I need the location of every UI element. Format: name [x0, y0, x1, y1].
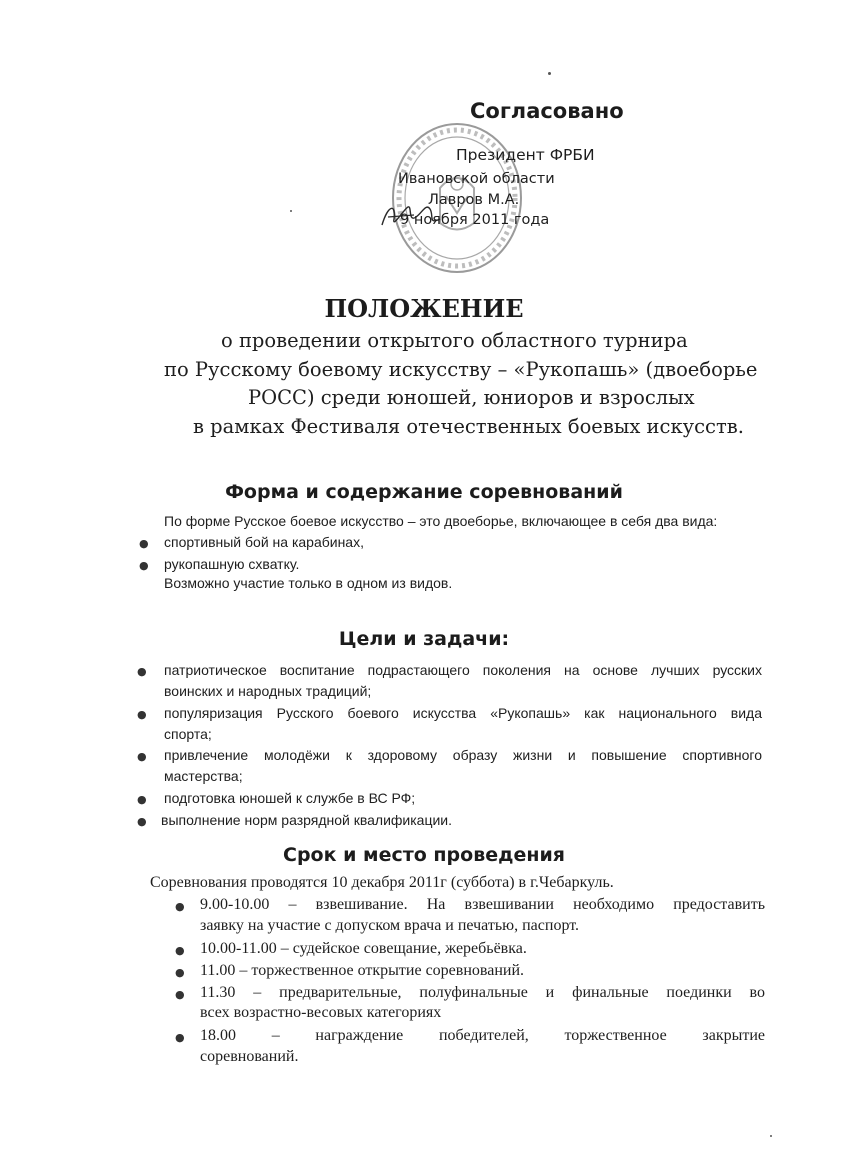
schedule-item-line: 9.00-10.00 – взвешивание. На взвешивании необходимо предоставить	[200, 896, 765, 913]
subtitle-line: в рамках Фестиваля отечественных боевых искусств.	[193, 415, 744, 438]
schedule-item-line: 11.00 – торжественное открытие соревнований.	[200, 962, 525, 979]
bullet-icon: ●	[175, 1031, 185, 1044]
bullet-icon: ●	[137, 750, 147, 763]
form-note: Возможно участие только в одном из видов.	[164, 575, 453, 591]
schedule-item-line: 18.00 – награждение победителей, торжественное закрытие	[200, 1027, 765, 1044]
scan-speck	[290, 210, 292, 212]
form-item: рукопашную схватку.	[164, 556, 300, 572]
scan-speck	[548, 72, 551, 75]
schedule-item-line: заявку на участие с допуском врача и печатью, паспорт.	[200, 917, 580, 934]
bullet-icon: ●	[175, 988, 185, 1001]
bullet-icon: ●	[139, 559, 149, 572]
schedule-item-line: 11.30 – предварительные, полуфинальные и финальные поединки во	[200, 984, 765, 1001]
form-item: спортивный бой на карабинах,	[164, 534, 364, 550]
bullet-icon: ●	[137, 708, 147, 721]
schedule-item-line: 10.00-11.00 – судейское совещание, жеребьёвка.	[200, 940, 527, 957]
goal-item-line: мастерства;	[164, 768, 243, 784]
goal-item-line: популяризация Русского боевого искусства «Рукопашь» как национального вида	[164, 705, 762, 721]
approval-title: Согласовано	[470, 99, 624, 123]
schedule-intro: Соревнования проводятся 10 декабря 2011г (суббота) в г.Чебаркуль.	[150, 874, 614, 891]
approval-region: Ивановской области	[398, 171, 555, 187]
goal-item-line: спорта;	[164, 726, 212, 742]
goal-item-line: патриотическое воспитание подрастающего поколения на основе лучших русских	[164, 662, 762, 678]
scan-speck	[770, 1135, 772, 1137]
schedule-item-line: всех возрастно-весовых категориях	[200, 1004, 442, 1021]
bullet-icon: ●	[137, 793, 147, 806]
goal-item-line: воинских и народных традиций;	[164, 683, 372, 699]
section-heading-schedule: Срок и место проведения	[283, 844, 565, 866]
schedule-item-line: соревнований.	[200, 1048, 299, 1065]
bullet-icon: ●	[137, 815, 147, 828]
bullet-icon: ●	[175, 944, 185, 957]
approval-name: Лавров М.А.	[428, 192, 520, 208]
bullet-icon: ●	[175, 900, 185, 913]
form-intro: По форме Русское боевое искусство – это двоеборье, включающее в себя два вида:	[164, 513, 718, 529]
approval-position: Президент ФРБИ	[456, 146, 595, 164]
subtitle-line: о проведении открытого областного турнира	[221, 329, 688, 352]
subtitle-line: по Русскому боевому искусству – «Рукопашь» (двоеборье	[164, 358, 758, 381]
subtitle-line: РОСС) среди юношей, юниоров и взрослых	[248, 386, 695, 409]
document-title: ПОЛОЖЕНИЕ	[324, 294, 524, 323]
goal-item-line: подготовка юношей к службе в ВС РФ;	[164, 790, 416, 806]
section-heading-form: Форма и содержание соревнований	[225, 481, 623, 503]
section-heading-goals: Цели и задачи:	[338, 628, 510, 650]
goal-item-line: привлечение молодёжи к здоровому образу жизни и повышение спортивного	[164, 747, 762, 763]
bullet-icon: ●	[139, 537, 149, 550]
approval-date: 9 ноября 2011 года	[400, 212, 550, 228]
bullet-icon: ●	[137, 665, 147, 678]
goal-item-line: выполнение норм разрядной квалификации.	[161, 812, 453, 828]
bullet-icon: ●	[175, 966, 185, 979]
